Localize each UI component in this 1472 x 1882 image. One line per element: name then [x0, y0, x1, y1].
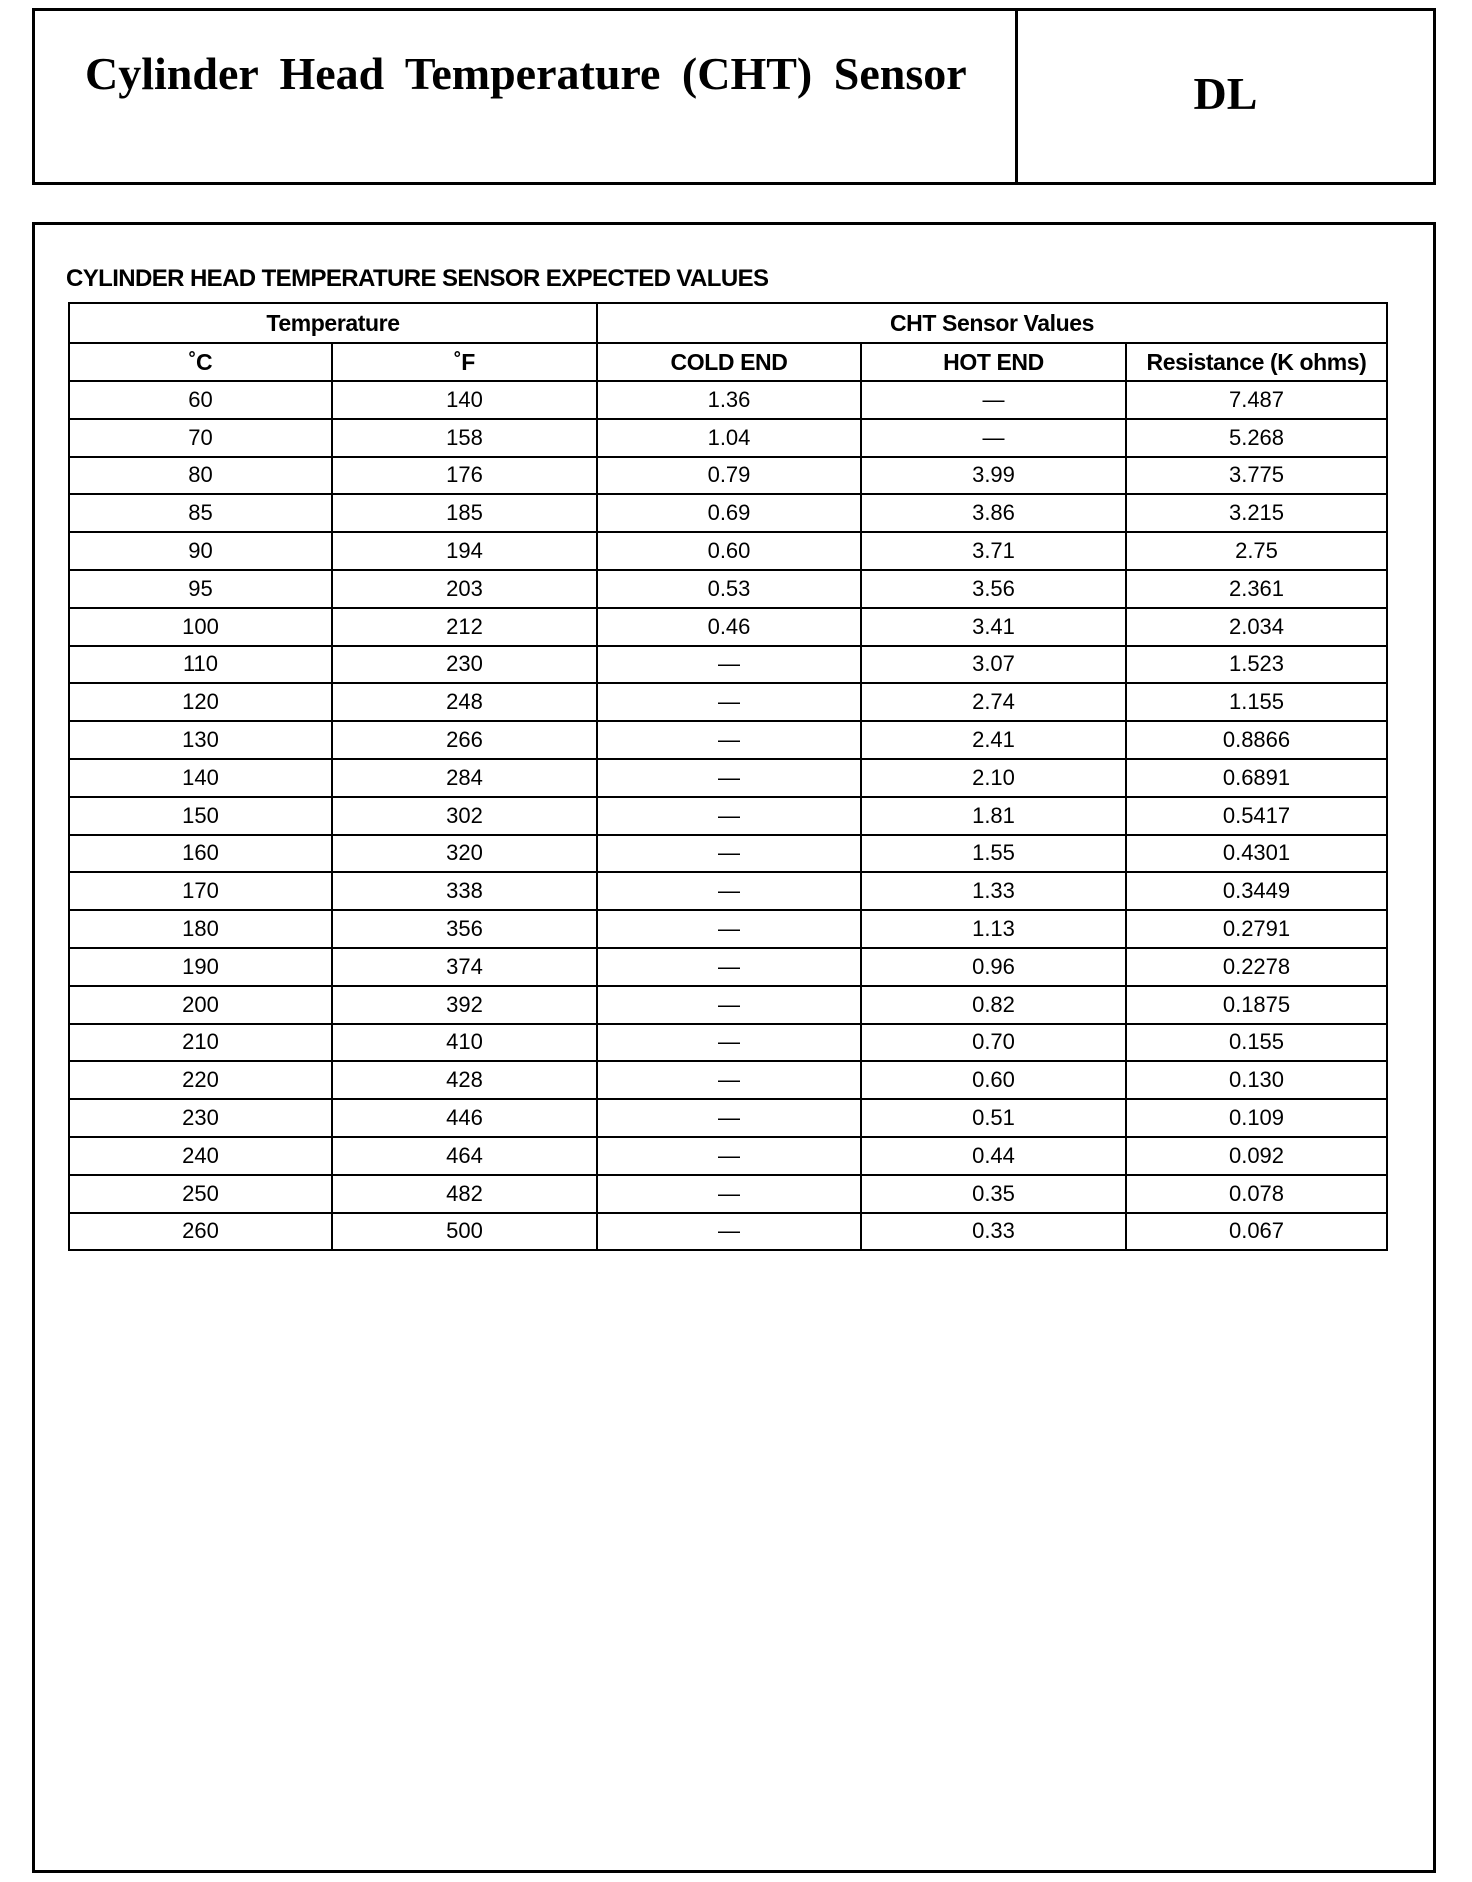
cell-resistance: 0.078	[1126, 1175, 1387, 1213]
cell-hot-end: 2.74	[861, 683, 1126, 721]
cell-cold-end: —	[597, 683, 861, 721]
cell-resistance: 0.1875	[1126, 986, 1387, 1024]
cell-cold-end: 1.36	[597, 381, 861, 419]
cell-celsius: 95	[69, 570, 332, 608]
cell-fahrenheit: 338	[332, 872, 597, 910]
table-row	[69, 910, 1387, 948]
group-header-cht-sensor-values: CHT Sensor Values	[597, 303, 1387, 343]
cell-fahrenheit: 392	[332, 986, 597, 1024]
cell-resistance: 5.268	[1126, 419, 1387, 457]
table-row	[69, 872, 1387, 910]
cell-celsius: 250	[69, 1175, 332, 1213]
cell-hot-end: —	[861, 419, 1126, 457]
group-header-temperature: Temperature	[69, 303, 597, 343]
table-row	[69, 986, 1387, 1024]
table-row	[69, 759, 1387, 797]
table-row	[69, 381, 1387, 419]
cell-cold-end: —	[597, 759, 861, 797]
cell-fahrenheit: 464	[332, 1137, 597, 1175]
cell-cold-end: —	[597, 721, 861, 759]
cell-fahrenheit: 140	[332, 381, 597, 419]
cell-fahrenheit: 320	[332, 835, 597, 873]
cell-resistance: 3.775	[1126, 457, 1387, 495]
cell-resistance: 0.155	[1126, 1024, 1387, 1062]
cell-resistance: 0.2791	[1126, 910, 1387, 948]
cell-hot-end: 0.44	[861, 1137, 1126, 1175]
cell-hot-end: 3.07	[861, 646, 1126, 684]
table-row	[69, 721, 1387, 759]
page-title: Cylinder Head Temperature (CHT) Sensor	[85, 48, 967, 99]
cell-hot-end: 1.13	[861, 910, 1126, 948]
cell-hot-end: 3.71	[861, 532, 1126, 570]
cell-hot-end: 0.96	[861, 948, 1126, 986]
cell-fahrenheit: 185	[332, 494, 597, 532]
cell-cold-end: —	[597, 835, 861, 873]
cell-celsius: 170	[69, 872, 332, 910]
cell-resistance: 0.6891	[1126, 759, 1387, 797]
table-column-header-row	[69, 343, 1387, 381]
cell-cold-end: 1.04	[597, 419, 861, 457]
cell-hot-end: 1.55	[861, 835, 1126, 873]
cell-fahrenheit: 230	[332, 646, 597, 684]
cell-resistance: 2.034	[1126, 608, 1387, 646]
table-row	[69, 1175, 1387, 1213]
cell-fahrenheit: 212	[332, 608, 597, 646]
cell-celsius: 160	[69, 835, 332, 873]
cell-hot-end: 0.60	[861, 1061, 1126, 1099]
cell-resistance: 0.067	[1126, 1213, 1387, 1251]
cell-cold-end: 0.60	[597, 532, 861, 570]
cell-cold-end: —	[597, 872, 861, 910]
cell-celsius: 180	[69, 910, 332, 948]
table-body	[69, 381, 1387, 1250]
cell-cold-end: —	[597, 1024, 861, 1062]
column-header-cold-end: COLD END	[597, 343, 861, 381]
cell-hot-end: 1.33	[861, 872, 1126, 910]
table-row	[69, 948, 1387, 986]
cell-celsius: 120	[69, 683, 332, 721]
table-row	[69, 570, 1387, 608]
table-caption: CYLINDER HEAD TEMPERATURE SENSOR EXPECTED VALUES	[66, 265, 769, 292]
table-row	[69, 646, 1387, 684]
cell-cold-end: 0.69	[597, 494, 861, 532]
cell-hot-end: 3.86	[861, 494, 1126, 532]
cell-resistance: 2.75	[1126, 532, 1387, 570]
cell-celsius: 150	[69, 797, 332, 835]
cell-celsius: 90	[69, 532, 332, 570]
cell-resistance: 0.8866	[1126, 721, 1387, 759]
table-row	[69, 419, 1387, 457]
cell-resistance: 0.109	[1126, 1099, 1387, 1137]
cell-fahrenheit: 248	[332, 683, 597, 721]
cell-hot-end: —	[861, 381, 1126, 419]
table-row	[69, 457, 1387, 495]
cell-hot-end: 0.33	[861, 1213, 1126, 1251]
cell-cold-end: —	[597, 948, 861, 986]
cell-cold-end: —	[597, 646, 861, 684]
page-header	[32, 8, 1436, 185]
table-row	[69, 1137, 1387, 1175]
cell-fahrenheit: 266	[332, 721, 597, 759]
cht-expected-values-table	[68, 302, 1388, 1251]
column-header-resistance: Resistance (K ohms)	[1126, 343, 1387, 381]
cell-celsius: 100	[69, 608, 332, 646]
cell-hot-end: 0.51	[861, 1099, 1126, 1137]
cell-hot-end: 0.35	[861, 1175, 1126, 1213]
cell-resistance: 1.523	[1126, 646, 1387, 684]
cell-fahrenheit: 176	[332, 457, 597, 495]
cell-fahrenheit: 374	[332, 948, 597, 986]
cell-hot-end: 2.10	[861, 759, 1126, 797]
cell-resistance: 0.2278	[1126, 948, 1387, 986]
cell-cold-end: —	[597, 1213, 861, 1251]
cell-resistance: 1.155	[1126, 683, 1387, 721]
cell-fahrenheit: 158	[332, 419, 597, 457]
cell-celsius: 80	[69, 457, 332, 495]
cell-celsius: 240	[69, 1137, 332, 1175]
cell-fahrenheit: 500	[332, 1213, 597, 1251]
cell-resistance: 0.092	[1126, 1137, 1387, 1175]
table-row	[69, 1024, 1387, 1062]
cell-resistance: 7.487	[1126, 381, 1387, 419]
cell-fahrenheit: 428	[332, 1061, 597, 1099]
cell-celsius: 130	[69, 721, 332, 759]
cell-celsius: 200	[69, 986, 332, 1024]
column-header-hot-end: HOT END	[861, 343, 1126, 381]
table-row	[69, 532, 1387, 570]
table-row	[69, 1213, 1387, 1251]
table-row	[69, 608, 1387, 646]
cell-cold-end: —	[597, 797, 861, 835]
cell-fahrenheit: 302	[332, 797, 597, 835]
table-row	[69, 494, 1387, 532]
column-header-fahrenheit: ˚F	[332, 343, 597, 381]
cell-celsius: 260	[69, 1213, 332, 1251]
section-code: DL	[1193, 68, 1258, 119]
cell-celsius: 210	[69, 1024, 332, 1062]
cell-fahrenheit: 194	[332, 532, 597, 570]
cell-cold-end: —	[597, 1137, 861, 1175]
cell-cold-end: 0.53	[597, 570, 861, 608]
cell-celsius: 190	[69, 948, 332, 986]
cell-celsius: 60	[69, 381, 332, 419]
cell-hot-end: 3.99	[861, 457, 1126, 495]
cell-resistance: 0.3449	[1126, 872, 1387, 910]
cell-fahrenheit: 446	[332, 1099, 597, 1137]
cell-hot-end: 1.81	[861, 797, 1126, 835]
cell-cold-end: —	[597, 1175, 861, 1213]
table-row	[69, 1061, 1387, 1099]
cell-hot-end: 0.82	[861, 986, 1126, 1024]
cell-celsius: 230	[69, 1099, 332, 1137]
cell-cold-end: —	[597, 1099, 861, 1137]
cell-resistance: 0.4301	[1126, 835, 1387, 873]
cell-celsius: 85	[69, 494, 332, 532]
cell-fahrenheit: 410	[332, 1024, 597, 1062]
cell-resistance: 2.361	[1126, 570, 1387, 608]
cell-cold-end: —	[597, 986, 861, 1024]
cell-celsius: 220	[69, 1061, 332, 1099]
table-row	[69, 1099, 1387, 1137]
column-header-celsius: ˚C	[69, 343, 332, 381]
cell-celsius: 140	[69, 759, 332, 797]
table-row	[69, 683, 1387, 721]
table-group-header-row	[69, 303, 1387, 343]
cell-hot-end: 2.41	[861, 721, 1126, 759]
cell-cold-end: —	[597, 1061, 861, 1099]
cell-resistance: 0.5417	[1126, 797, 1387, 835]
cell-fahrenheit: 356	[332, 910, 597, 948]
cell-resistance: 0.130	[1126, 1061, 1387, 1099]
cell-cold-end: 0.79	[597, 457, 861, 495]
cell-fahrenheit: 203	[332, 570, 597, 608]
cell-fahrenheit: 284	[332, 759, 597, 797]
cell-celsius: 70	[69, 419, 332, 457]
cell-resistance: 3.215	[1126, 494, 1387, 532]
cell-hot-end: 3.56	[861, 570, 1126, 608]
cell-cold-end: —	[597, 910, 861, 948]
cell-hot-end: 0.70	[861, 1024, 1126, 1062]
table-row	[69, 835, 1387, 873]
table-row	[69, 797, 1387, 835]
cell-cold-end: 0.46	[597, 608, 861, 646]
cell-celsius: 110	[69, 646, 332, 684]
cell-hot-end: 3.41	[861, 608, 1126, 646]
cell-fahrenheit: 482	[332, 1175, 597, 1213]
